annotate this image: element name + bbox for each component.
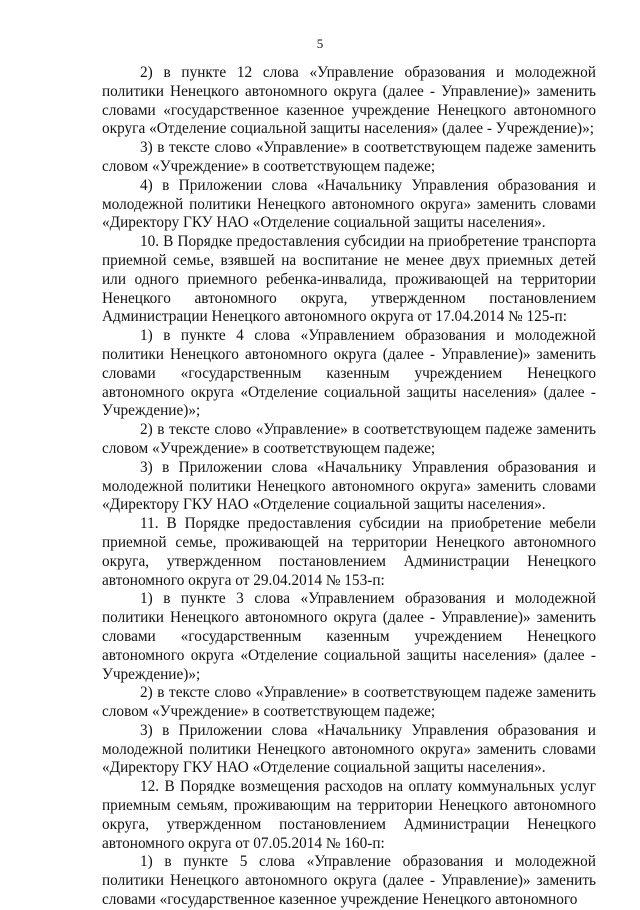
paragraph: 2) в тексте слово «Управление» в соответствующем падеже заменить словом «Учреждение» в соответствующем падеже; — [102, 684, 596, 721]
document-body — [102, 64, 596, 910]
paragraph: 2) в пункте 12 слова «Управление образования и молодежной политики Ненецкого автономного округа (далее - Управление)» заменить словами «государственное казенное учреждение Ненецкого автономного округа «Отделение социальной защиты населения» (далее - Учреждение)»; — [102, 64, 596, 138]
paragraph: 4) в Приложении слова «Начальнику Управления образования и молодежной политики Ненецкого автономного округа» заменить словами «Директору ГКУ НАО «Отделение социальной защиты населения». — [102, 176, 596, 232]
paragraph: 1) в пункте 3 слова «Управлением образования и молодежной политики Ненецкого автономного округа (далее - Управление)» заменить словами «государственным казенным учреждением Ненецкого автономного округа «Отделение социальной защиты населения» (далее - Учреждение)»; — [102, 590, 596, 683]
paragraph: 1) в пункте 5 слова «Управление образования и молодежной политики Ненецкого автономного округа (далее - Управление)» заменить словами «государственное казенное учреждение Ненецкого автономного — [102, 853, 596, 909]
paragraph: 12. В Порядке возмещения расходов на оплату коммунальных услуг приемным семьям, проживающим на территории Ненецкого автономного округа, утвержденном постановлением Администрации Ненецкого автономного округа от 07.05.2014 № 160-п: — [102, 778, 596, 852]
paragraph: 1) в пункте 4 слова «Управлением образования и молодежной политики Ненецкого автономного округа (далее - Управление)» заменить словами «государственным казенным учреждением Ненецкого автономного округа «Отделение социальной защиты населения» (далее - Учреждение)»; — [102, 327, 596, 420]
page-number: 5 — [316, 36, 324, 51]
paragraph: 11. В Порядке предоставления субсидии на приобретение мебели приемной семье, проживающей на территории Ненецкого автономного округа, утвержденном постановлением Администрации Ненецкого автономного округа от 29.04.2014 № 153-п: — [102, 515, 596, 589]
paragraph: 3) в тексте слово «Управление» в соответствующем падеже заменить словом «Учреждение» в соответствующем падеже; — [102, 139, 596, 175]
paragraph: 2) в тексте слово «Управление» в соответствующем падеже заменить словом «Учреждение» в соответствующем падеже; — [102, 421, 596, 457]
paragraph: 3) в Приложении слова «Начальнику Управления образования и молодежной политики Ненецкого автономного округа» заменить словами «Директору ГКУ НАО «Отделение социальной защиты населения». — [102, 458, 596, 514]
paragraph: 3) в Приложении слова «Начальнику Управления образования и молодежной политики Ненецкого автономного округа» заменить словами «Директору ГКУ НАО «Отделение социальной защиты населения». — [102, 721, 596, 777]
paragraph: 10. В Порядке предоставления субсидии на приобретение транспорта приемной семье, взявшей на воспитание не менее двух приемных детей или одного приемного ребенка-инвалида, проживающей на территории Ненецкого автономного округа, утвержденном постановлением Администрации Ненецкого автономного округа от 17.04.2014 № 125-п: — [102, 233, 596, 326]
